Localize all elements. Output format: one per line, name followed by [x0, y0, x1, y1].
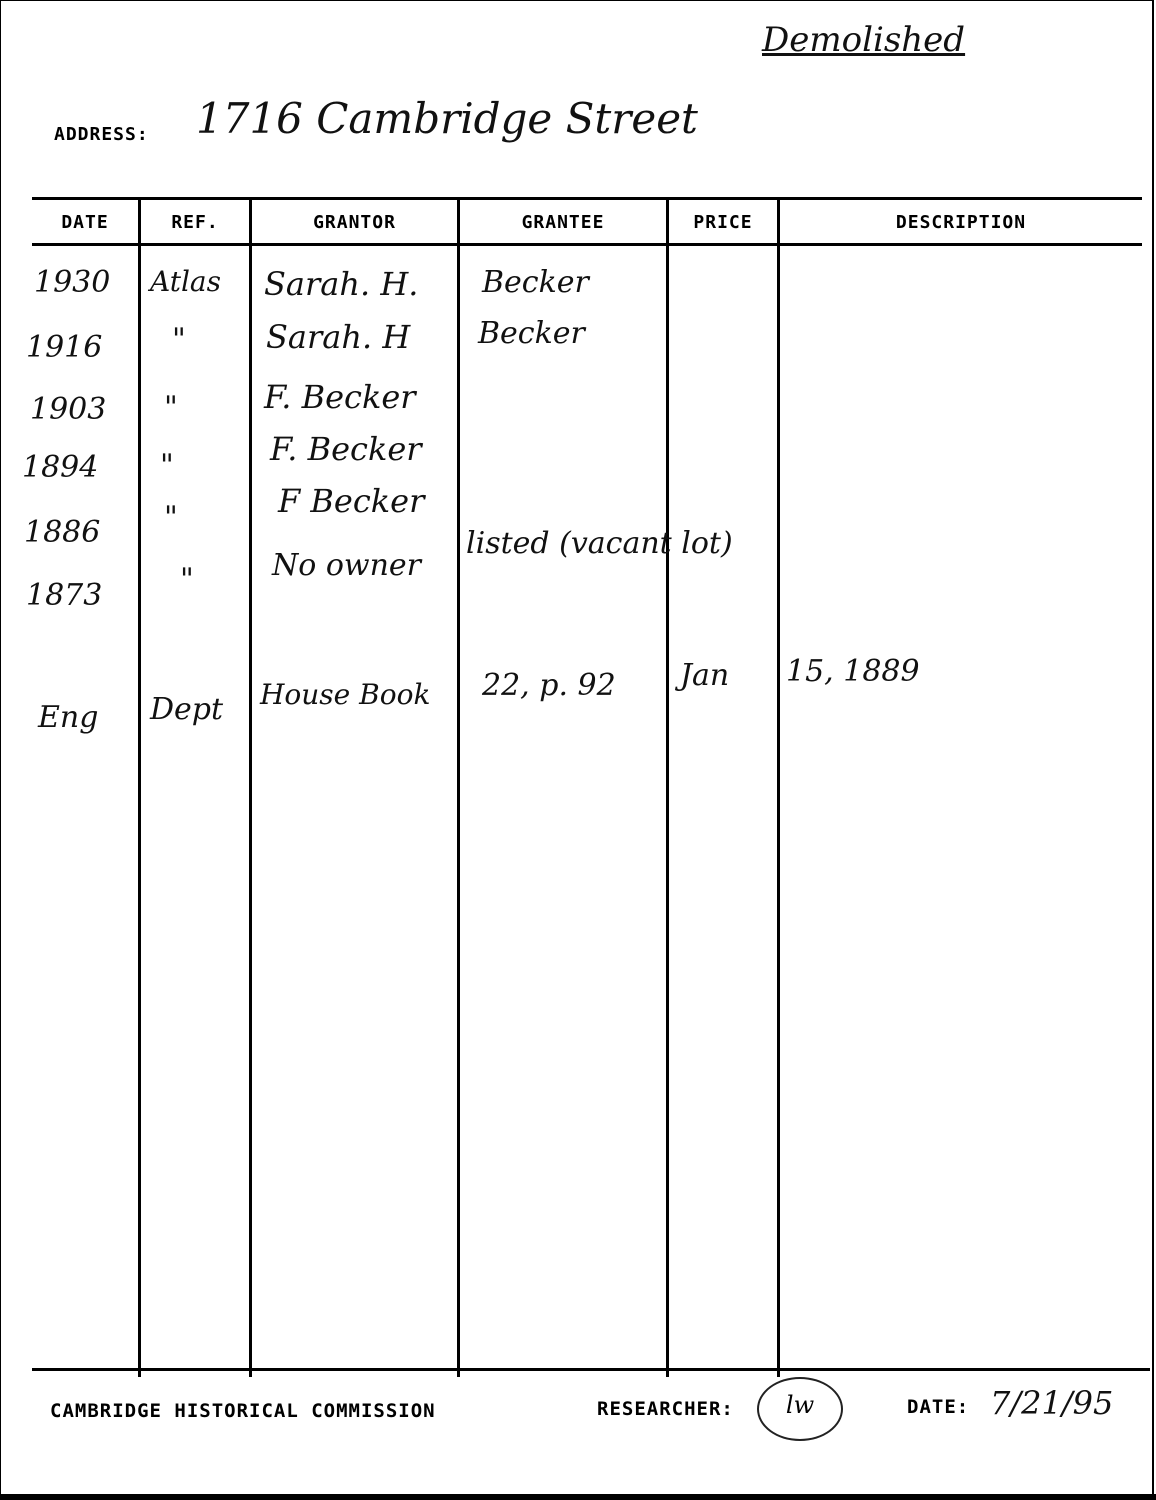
row-1-grantor: Sarah. H.	[264, 265, 419, 303]
address-value: 1716 Cambridge Street	[196, 94, 698, 143]
row-3-date: 1903	[30, 392, 107, 427]
row-4-ref: "	[160, 448, 174, 483]
column-divider-2	[249, 199, 252, 1377]
commission-name: CAMBRIDGE HISTORICAL COMMISSION	[50, 1400, 436, 1422]
column-header-date: DATE	[61, 212, 109, 233]
row-2-grantee: Becker	[478, 316, 585, 351]
row-6-grantee: listed (vacant lot)	[466, 526, 733, 561]
row-7-date: Eng	[38, 700, 99, 735]
demolished-note: Demolished	[762, 20, 966, 60]
date-label: DATE:	[907, 1396, 970, 1418]
row-1-date: 1930	[34, 265, 111, 300]
row-5-grantor: F Becker	[278, 482, 425, 520]
table-header-rule	[32, 243, 1142, 246]
row-7-grantor: House Book	[260, 678, 431, 711]
row-3-grantor: F. Becker	[264, 378, 416, 416]
researcher-label: RESEARCHER:	[597, 1398, 734, 1420]
row-1-grantee: Becker	[482, 265, 589, 300]
row-7-price: Jan	[680, 658, 730, 693]
table-bottom-rule	[32, 1368, 1150, 1371]
row-3-ref: "	[164, 390, 178, 425]
row-7-ref: Dept	[150, 692, 224, 727]
column-divider-5	[777, 199, 780, 1377]
researcher-initials: lw	[785, 1391, 815, 1419]
row-4-date: 1894	[22, 450, 99, 485]
row-2-ref: "	[172, 322, 186, 357]
column-header-grantor: GRANTOR	[313, 212, 396, 233]
scan-edge	[0, 1494, 1156, 1500]
column-divider-1	[138, 199, 141, 1377]
date-value: 7/21/95	[990, 1384, 1114, 1422]
column-header-price: PRICE	[693, 212, 753, 233]
row-2-date: 1916	[26, 330, 103, 365]
row-4-grantor: F. Becker	[270, 430, 422, 468]
table-top-rule	[32, 197, 1142, 200]
row-5-date: 1886	[24, 515, 101, 550]
row-7-description: 15, 1889	[786, 654, 920, 689]
column-header-grantee: GRANTEE	[521, 212, 605, 233]
row-6-date: 1873	[26, 578, 103, 613]
row-6-ref: "	[180, 562, 194, 597]
row-2-grantor: Sarah. H	[266, 318, 411, 356]
row-1-ref: Atlas	[150, 265, 221, 298]
row-6-grantor: No owner	[272, 548, 422, 583]
row-7-grantee: 22, p. 92	[482, 668, 616, 703]
researcher-initials-stamp	[757, 1377, 843, 1441]
column-divider-4	[666, 199, 669, 1377]
column-divider-3	[457, 199, 460, 1377]
column-header-description: DESCRIPTION	[895, 212, 1027, 233]
column-header-ref: REF.	[171, 212, 219, 233]
address-label: ADDRESS:	[54, 124, 149, 145]
row-5-ref: "	[164, 500, 178, 535]
